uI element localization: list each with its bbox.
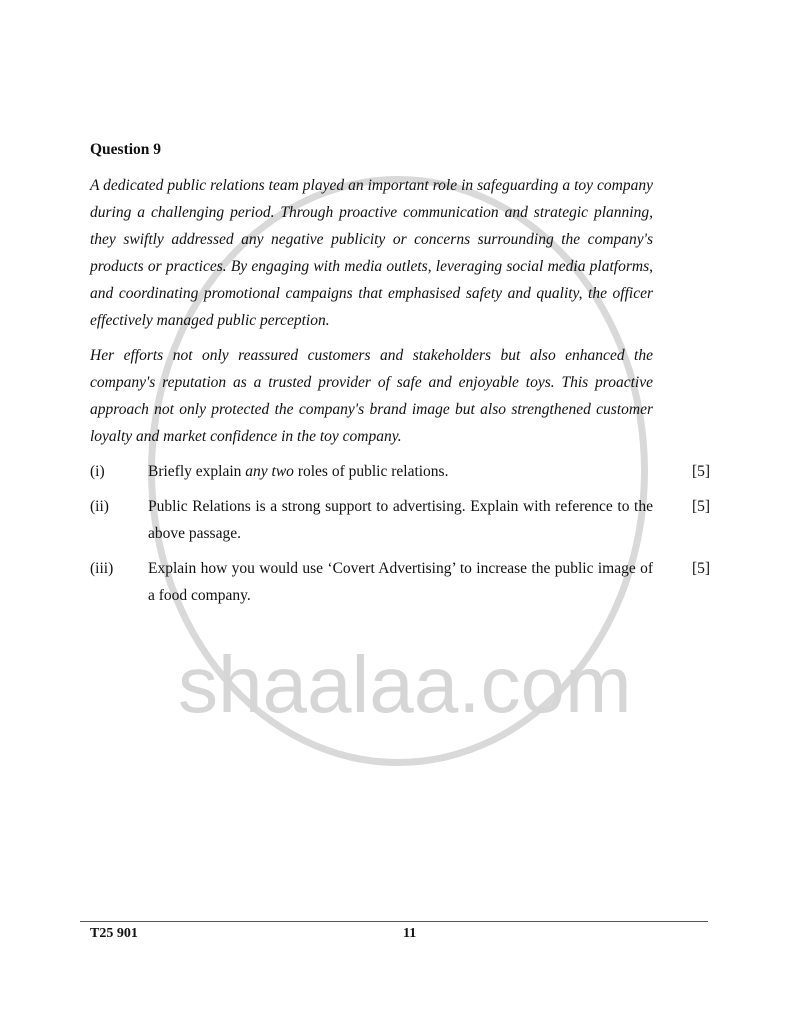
question-title: Question 9 <box>90 141 162 158</box>
marks: [5] <box>692 498 711 515</box>
passage-line: Her efforts not only reassured customers and stakeholders but also enhanced the <box>90 347 653 364</box>
page-number: 11 <box>403 926 417 941</box>
subquestion-text <box>148 463 653 481</box>
passage-line: company's reputation as a trusted provider of safe and enjoyable toys. This proactive <box>90 374 653 391</box>
subquestion-number: (i) <box>90 463 105 480</box>
marks: [5] <box>692 463 711 480</box>
passage-line: they swiftly addressed any negative publicity or concerns surrounding the company's <box>90 231 653 248</box>
subquestion-text-line: Explain how you would use ‘Covert Advertising’ to increase the public image of <box>148 560 653 577</box>
emphasis-text: any two <box>245 463 294 480</box>
passage-line: approach not only protected the company's brand image but also strengthened customer <box>90 401 653 418</box>
marks: [5] <box>692 560 711 577</box>
text-segment: Briefly explain <box>148 463 246 480</box>
text-segment: roles of public relations. <box>293 463 449 480</box>
subquestion-text-line: above passage. <box>148 525 241 542</box>
passage-line: and coordinating promotional campaigns that emphasised safety and quality, the officer <box>90 285 653 302</box>
paper-code: T25 901 <box>90 926 138 941</box>
subquestion-number: (ii) <box>90 498 109 515</box>
footer-divider <box>80 921 708 922</box>
watermark-text: shaalaa.com <box>178 640 632 729</box>
passage-line: effectively managed public perception. <box>90 312 330 329</box>
passage-line: during a challenging period. Through proactive communication and strategic planning, <box>90 204 653 221</box>
passage-line: A dedicated public relations team played an important role in safeguarding a toy company <box>90 177 653 194</box>
subquestion-text-line: Public Relations is a strong support to advertising. Explain with reference to the <box>148 498 653 515</box>
subquestion-number: (iii) <box>90 560 114 577</box>
subquestion-text-line: a food company. <box>148 587 251 604</box>
passage-line: loyalty and market confidence in the toy company. <box>90 428 402 445</box>
passage-line: products or practices. By engaging with media outlets, leveraging social media platforms, <box>90 258 653 275</box>
